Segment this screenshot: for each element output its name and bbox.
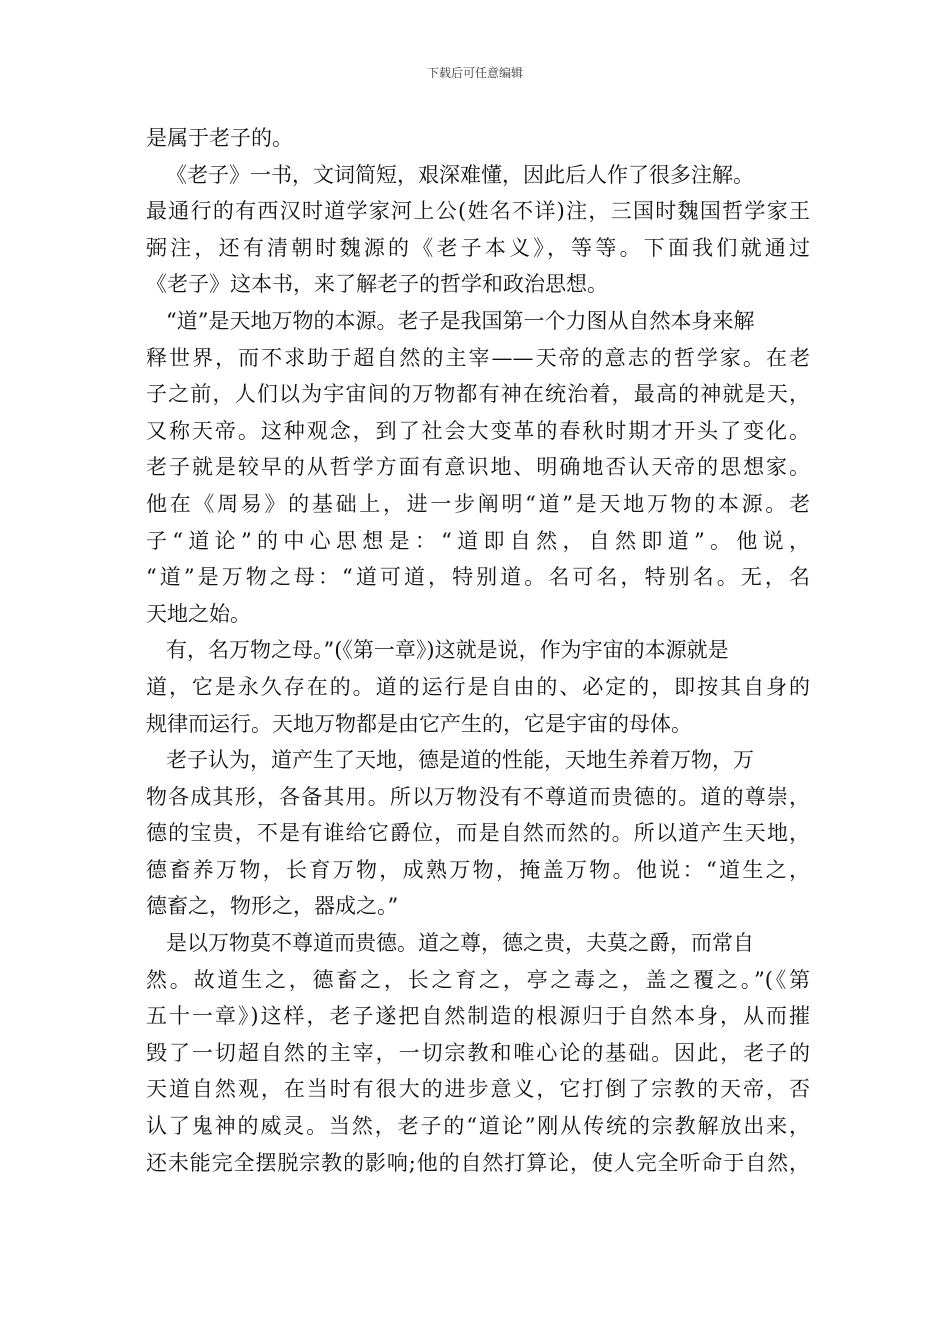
text-line: “道”是万物之母：“道可道，特别道。名可名，特别名。无，名 xyxy=(146,565,810,590)
text-line: 最通行的有西汉时道学家河上公(姓名不详)注，三国时魏国哲学家王 xyxy=(146,199,810,224)
text-line: 释世界，而不求助于超自然的主宰——天帝的意志的哲学家。在老 xyxy=(146,345,810,370)
text-line: 还未能完全摆脱宗教的影响;他的自然打算论，使人完全听命于自然， xyxy=(146,1150,810,1175)
text-line: 子之前，人们以为宇宙间的万物都有神在统治着，最高的神就是天， xyxy=(146,382,810,407)
text-line: 德畜养万物，长育万物，成熟万物，掩盖万物。他说：“道生之， xyxy=(146,857,810,882)
text-line: 他在《周易》的基础上，进一步阐明“道”是天地万物的本源。老 xyxy=(146,491,810,516)
text-line: 《老子》这本书，来了解老子的哲学和政治思想。 xyxy=(146,272,608,297)
text-line: 德的宝贵，不是有谁给它爵位，而是自然而然的。所以道产生天地， xyxy=(146,821,810,846)
text-line: 毁了一切超自然的主宰，一切宗教和唯心论的基础。因此，老子的 xyxy=(146,1040,810,1065)
text-line: 是以万物莫不尊道而贵德。道之尊，德之贵，夫莫之爵，而常自 xyxy=(166,931,754,956)
text-line: 天道自然观，在当时有很大的进步意义，它打倒了宗教的天帝，否 xyxy=(146,1077,810,1102)
page-header-note: 下载后可任意编辑 xyxy=(426,66,523,80)
text-line: 老子认为，道产生了天地，德是道的性能，天地生养着万物，万 xyxy=(166,748,754,773)
text-line: 德畜之，物形之，器成之。” xyxy=(146,894,399,919)
text-line: 又称天帝。这种观念，到了社会大变革的春秋时期才开头了变化。 xyxy=(146,418,810,443)
text-line: 天地之始。 xyxy=(146,601,251,626)
text-line: 物各成其形，各备其用。所以万物没有不尊道而贵德的。道的尊崇， xyxy=(146,784,810,809)
text-line: 然。故道生之，德畜之，长之育之，亭之毒之，盖之覆之。”(《第 xyxy=(146,967,810,992)
text-line: 认了鬼神的威灵。当然，老子的“道论”刚从传统的宗教解放出来， xyxy=(146,1114,810,1139)
text-line: 道，它是永久存在的。道的运行是自由的、必定的，即按其自身的 xyxy=(146,674,810,699)
document-body xyxy=(146,120,810,1181)
text-line: 弼注，还有清朝时魏源的《老子本义》，等等。下面我们就通过 xyxy=(146,235,810,260)
text-line: 有，名万物之母。”(《第一章》)这就是说，作为宇宙的本源就是 xyxy=(166,638,729,663)
text-line: 子“道论”的中心思想是：“道即自然，自然即道”。他说， xyxy=(146,528,810,553)
text-line: 五十一章》)这样，老子遂把自然制造的根源归于自然本身，从而摧 xyxy=(146,1004,810,1029)
text-line: “道”是天地万物的本源。老子是我国第一个力图从自然本身来解 xyxy=(166,308,755,333)
text-line: 《老子》一书，文词简短，艰深难懂，因此后人作了很多注解。 xyxy=(166,162,754,187)
text-line: 老子就是较早的从哲学方面有意识地、明确地否认天帝的思想家。 xyxy=(146,455,810,480)
text-line: 规律而运行。天地万物都是由它产生的，它是宇宙的母体。 xyxy=(146,711,692,736)
text-line: 是属于老子的。 xyxy=(146,126,293,150)
